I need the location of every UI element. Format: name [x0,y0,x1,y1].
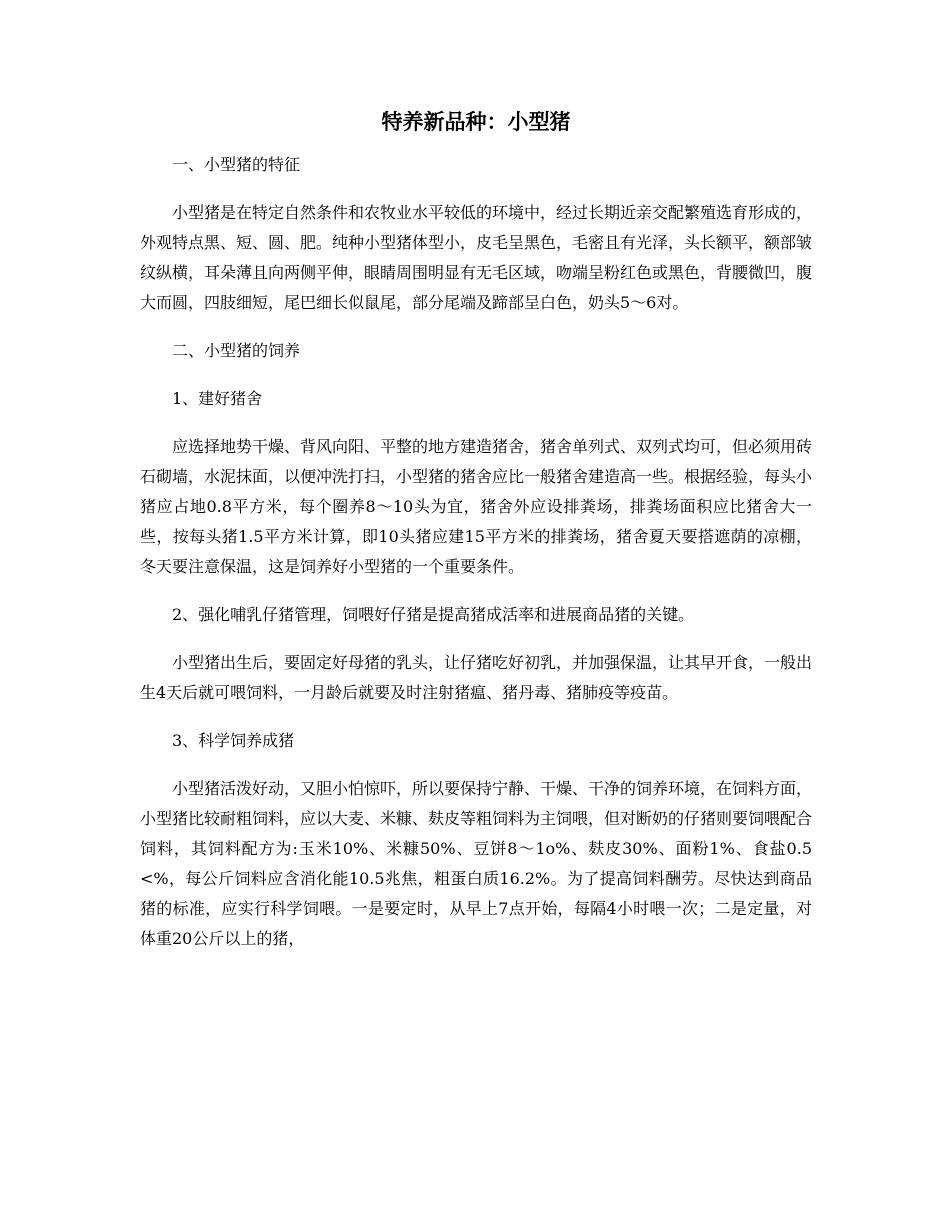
paragraph-adult-pigs: 小型猪活泼好动，又胆小怕惊吓，所以要保持宁静、干燥、干净的饲养环境，在饲料方面，小型猪比较耐粗饲料，应以大麦、米糠、麸皮等粗饲料为主饲喂，但对断奶的仔猪则要饲喂配合饲料，其饲料配方为:玉米10%、米糠50%、豆饼8～1o%、麸皮30%、面粉1%、食盐0.5<%，每公斤饲料应含消化能10.5兆焦，粗蛋白质16.2%。为了提高饲料酬劳。尽快达到商品猪的标准，应实行科学饲喂。一是要定时，从早上7点开始，每隔4小时喂一次；二是定量，对体重20公斤以上的猪， [140,779,813,948]
section-heading-raising: 二、小型猪的饲养 [172,341,301,360]
paragraph-piglets: 小型猪出生后，要固定好母猪的乳头，让仔猪吃好初乳，并加强保温，让其早开食，一般出生4天后就可喂饲料，一月龄后就要及时注射猪瘟、猪丹毒、猪肺疫等疫苗。 [140,653,813,702]
document-title: 特养新品种：小型猪 [381,110,571,134]
section-heading-features: 一、小型猪的特征 [172,155,301,174]
subsection-heading-piglets: 2、强化哺乳仔猪管理，饲喂好仔猪是提高猪成活率和进展商品猪的关键。 [172,605,695,624]
paragraph-pigsty: 应选择地势干燥、背风向阳、平整的地方建造猪舍，猪舍单列式、双列式均可，但必须用砖石砌墙，水泥抹面，以便冲洗打扫，小型猪的猪舍应比一般猪舍建造高一些。根据经验，每头小猪应占地0.8平方米，每个圈养8～10头为宜，猪舍外应设排粪场，排粪场面积应比猪舍大一些，按每头猪1.5平方米计算，即10头猪应建15平方米的排粪场，猪舍夏天要搭遮荫的凉棚，冬天要注意保温，这是饲养好小型猪的一个重要条件。 [140,437,813,576]
subsection-heading-pigsty: 1、建好猪舍 [172,389,263,408]
document-page [140,108,812,972]
subsection-heading-adult-pigs: 3、科学饲养成猪 [172,731,295,750]
paragraph-features: 小型猪是在特定自然条件和农牧业水平较低的环境中，经过长期近亲交配繁殖选育形成的，外观特点黑、短、圆、肥。纯种小型猪体型小，皮毛呈黑色，毛密且有光泽，头长额平，额部皱纹纵横，耳朵薄且向两侧平伸，眼睛周围明显有无毛区域，吻端呈粉红色或黑色，背腰微凹，腹大而圆，四肢细短，尾巴细长似鼠尾，部分尾端及蹄部呈白色，奶头5～6对。 [140,203,813,312]
